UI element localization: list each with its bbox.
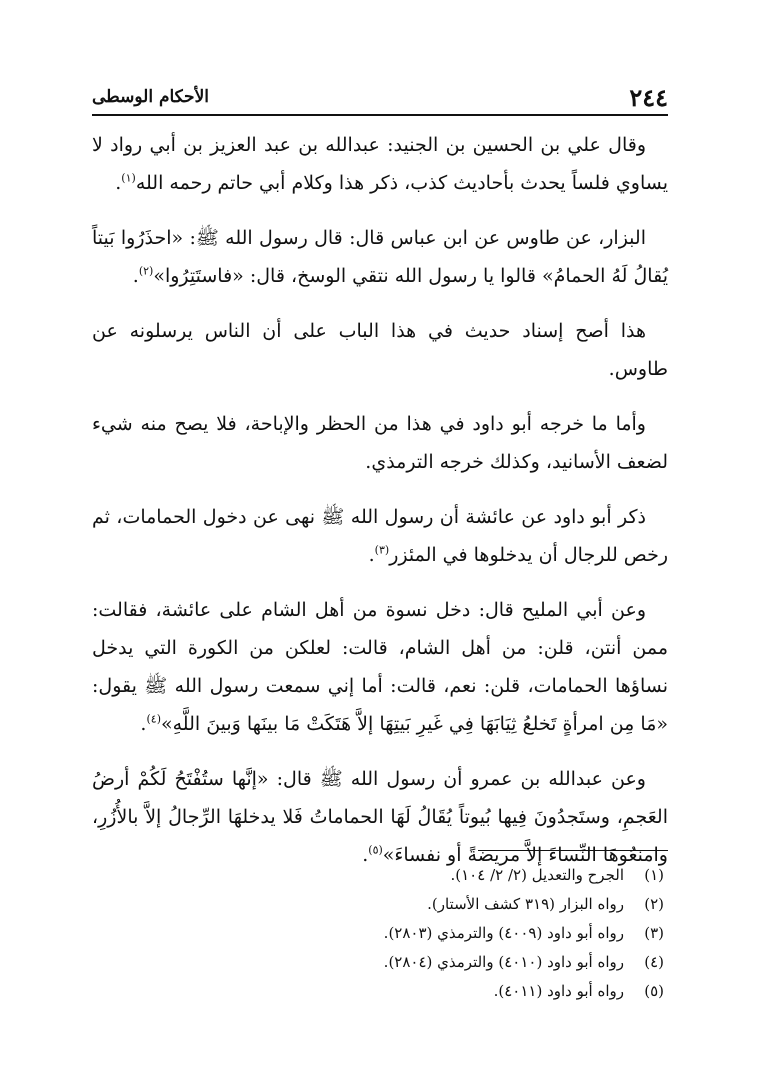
- paragraph: وأما ما خرجه أبو داود في هذا من الحظر والإباحة، فلا يصح منه شيء لضعف الأسانيد، وكذلك خرجه الترمذي.: [92, 413, 668, 473]
- footnote-ref: (٣): [374, 543, 390, 557]
- footnote-text: رواه أبو داود (٤٠١٠) والترمذي (٢٨٠٤).: [383, 953, 624, 971]
- footnote-text: رواه أبو داود (٤٠٠٩) والترمذي (٢٨٠٣).: [383, 924, 624, 942]
- footnote: [92, 977, 668, 1006]
- footnote-number: (٣): [644, 924, 664, 942]
- footnotes: [92, 850, 668, 1006]
- main-text: [92, 126, 668, 891]
- footnote-number: (٢): [644, 895, 664, 913]
- footnote: [92, 919, 668, 948]
- footnote-text: رواه البزار (٣١٩ كشف الأستار).: [427, 895, 624, 913]
- footnote-text: الجرح والتعديل (٢/ ٢/ ١٠٤).: [450, 866, 624, 884]
- footnote-ref: (٢): [138, 264, 154, 278]
- footnote-ref: (١): [121, 171, 136, 185]
- running-title: الأحكام الوسطى: [92, 87, 209, 107]
- footnote-text: رواه أبو داود (٤٠١١).: [493, 982, 624, 1000]
- paragraph: وعن عبدالله بن عمرو أن رسول الله ﷺ قال: «إنَّها ستُفْتَحُ لَكُمْ أرضُ العَجمِ، وستَجدُونَ فِيها بُيوتاً يُقَالُ لَهَا الحماماتُ فَلا يدخلهَا الرِّجالُ إلاَّ بالأُزُرِ، وامنعُوهَا النِّساءَ إلاَّ مريضةً أو نفساءَ»$^{(٥)}$.: [92, 768, 668, 866]
- paragraph: هذا أصح إسناد حديث في هذا الباب على أن الناس يرسلونه عن طاوس.: [92, 320, 668, 380]
- footnote-number: (١): [644, 866, 664, 884]
- page-number: ٢٤٤: [629, 82, 668, 112]
- footnote: [92, 890, 668, 919]
- page-header: [92, 80, 668, 116]
- footnote: [92, 861, 668, 890]
- footnote: [92, 948, 668, 977]
- footnote-ref: (٤): [146, 712, 161, 726]
- footnote-number: (٤): [644, 953, 664, 971]
- paragraph: البزار، عن طاوس عن ابن عباس قال: قال رسول الله ﷺ: «احذَرُوا بَيتاً يُقالُ لَهُ الحمامُ» قالوا يا رسول الله نتقي الوسخ، قال: «فاستَتِرُوا»$^{(٢)}$.: [92, 227, 668, 287]
- paragraph: وعن أبي المليح قال: دخل نسوة من أهل الشام على عائشة، فقالت: ممن أنتن، قلن: من أهل الشام، قالت: لعلكن من الكورة التي يدخل نساؤها الحمامات، قلن: نعم، قالت: أما إني سمعت رسول الله ﷺ يقول: «مَا مِن امرأةٍ تَخلعُ ثِيَابَهَا فِي غَيرِ بَيتِهَا إلاَّ هَتَكَتْ مَا بينَها وَبينَ اللَّهِ»$^{(٤)}$.: [92, 599, 668, 735]
- footnote-divider: [478, 850, 668, 851]
- paragraph: وقال علي بن الحسين بن الجنيد: عبدالله بن عبد العزيز بن أبي رواد لا يساوي فلساً يحدث بأحاديث كذب، ذكر هذا وكلام أبي حاتم رحمه الله$^{(١)}$.: [92, 134, 668, 194]
- paragraph: ذكر أبو داود عن عائشة أن رسول الله ﷺ نهى عن دخول الحمامات، ثم رخص للرجال أن يدخلوها في المئزر$^{(٣)}$.: [92, 506, 668, 566]
- footnote-number: (٥): [644, 982, 664, 1000]
- footnote-ref: (٥): [368, 843, 383, 857]
